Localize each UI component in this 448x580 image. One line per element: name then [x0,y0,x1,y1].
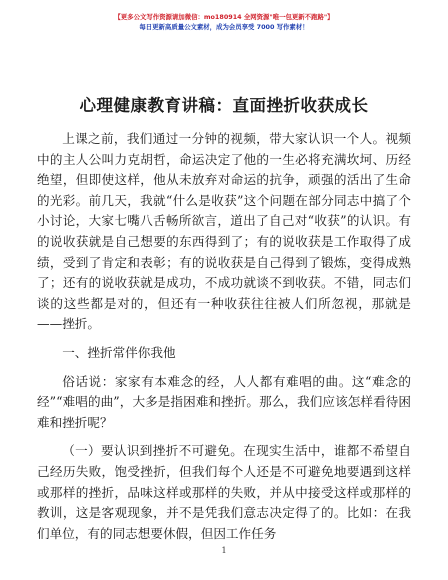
promo-banner [0,12,448,32]
document-title: 心理健康教育讲稿：直面挫折收获成长 [79,96,369,115]
section-heading: 一、挫折常伴你我他 [62,344,176,360]
page-number: 1 [221,546,227,555]
promo-banner-line-1: 【更多公文写作资源请加微信：mo180914 全网资源"唯一包更新不跑路"】 [114,13,334,21]
document-body [37,129,411,544]
intro-paragraph: 上课之前，我们通过一分钟的视频，带大家认识一个人。视频中的主人公叫力克胡哲，命运决定了他的一生必将充满坎坷、历经绝望，但即使这样，他从未放弃对命运的抗争，顽强的活出了生命的光彩。前几天，我就“什么是收获”这个问题在部分同志中搞了个小讨论，大家七嘴八舌畅所欲言，道出了自己对“收获”的认识。有的说收获就是自己想要的东西得到了；有的说收获是工作取得了成绩，受到了肯定和表彰；有的说收获是自己得到了锻炼，变得成熟了；还有的说收获就是成功，不成功就谈不到收获。不错，同志们谈的这些都是对的，但还有一种收获往往被人们所忽视，那就是——挫折。 [37,131,411,332]
body-paragraph: 俗话说：家家有本难念的经，人人都有难唱的曲。这“难念的经”“难唱的曲”，大多是指困难和挫折。那么，我们应该怎样看待困难和挫折呢？ [37,373,411,430]
body-paragraph: （一）要认识到挫折不可避免。在现实生活中，谁都不希望自己经历失败，饱受挫折，但我们每个人还是不可避免地要遇到这样或那样的挫折，品味这样或那样的失败，并从中接受这样或那样的教训，这是客观现象，并不是凭我们意志决定得了的。比如：在我们单位，有的同志想要休假，但因工作任务 [37,443,411,541]
promo-banner-line-2: 每日更新高质量公文素材，成为会员享受 7000 写作素材！ [139,23,309,31]
